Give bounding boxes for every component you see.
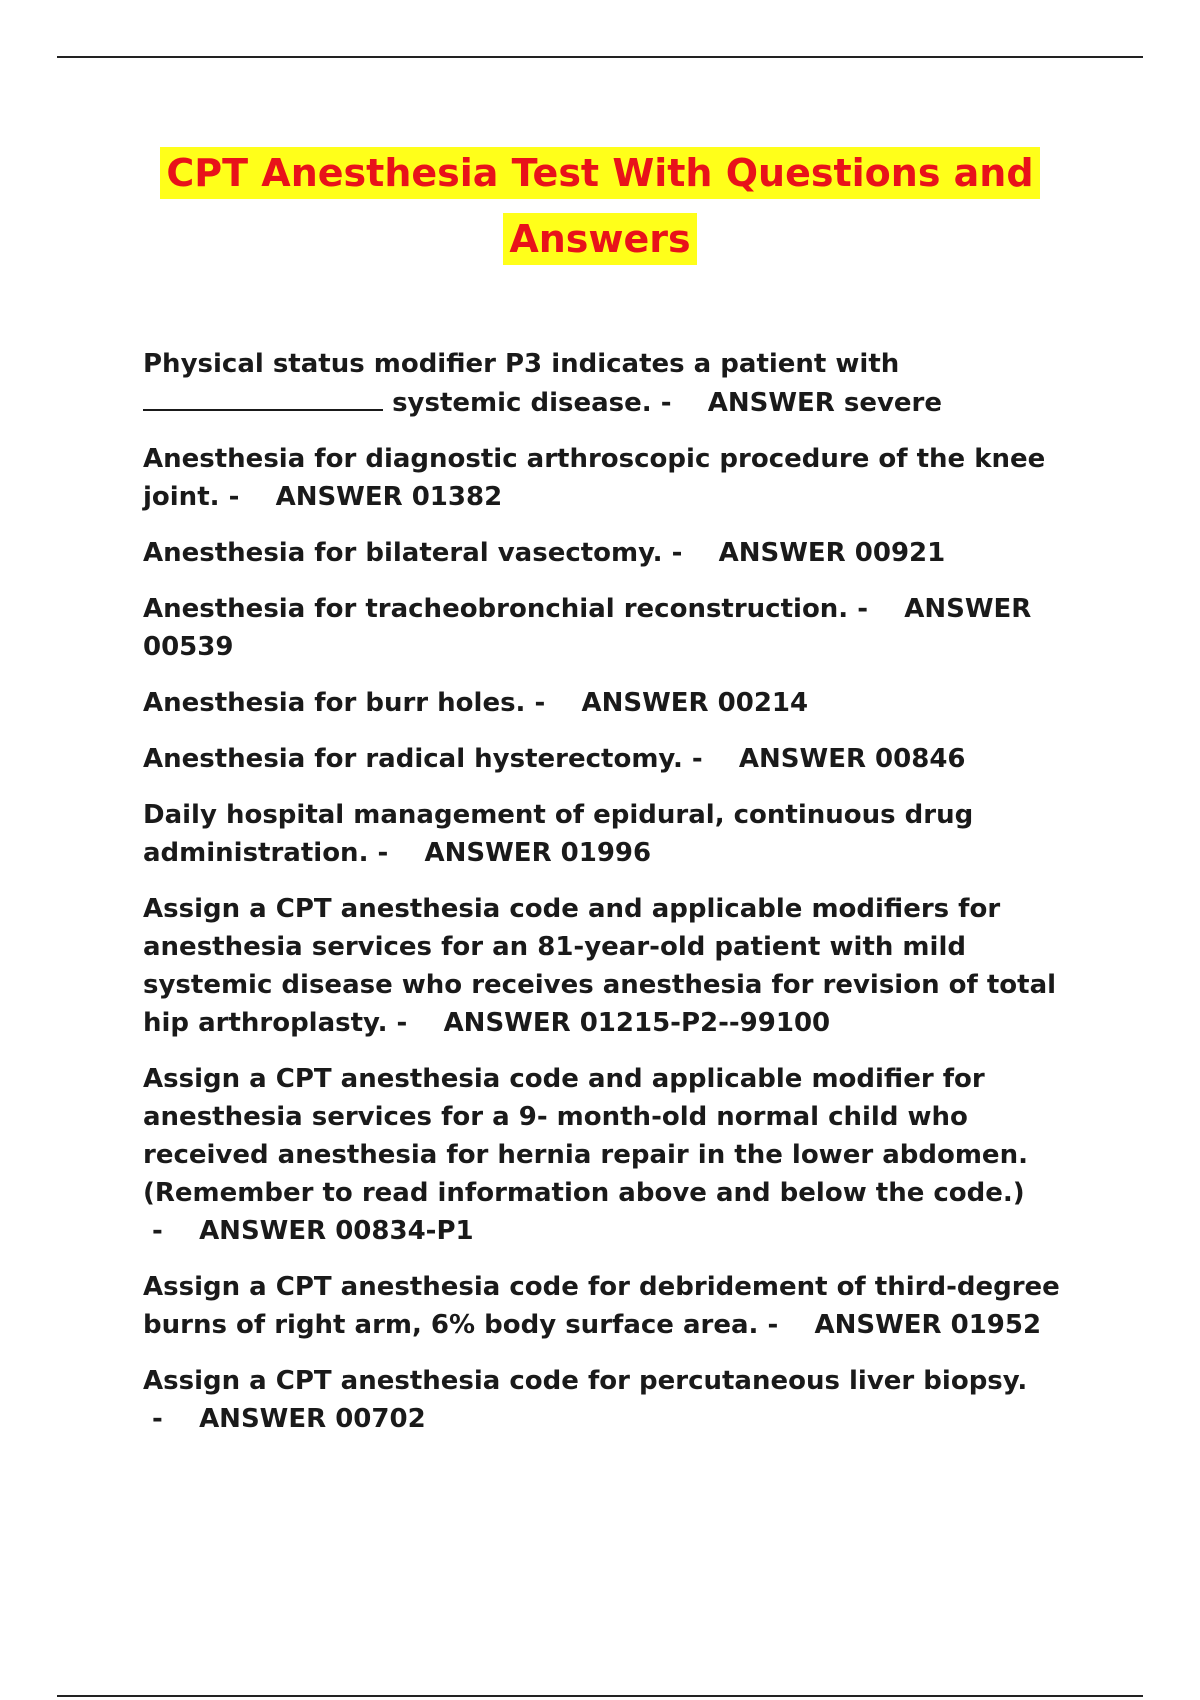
answer-value: 01996 bbox=[560, 838, 652, 868]
answer-value: 00846 bbox=[875, 744, 966, 774]
fill-in-blank bbox=[143, 383, 383, 411]
answer-label: ANSWER bbox=[424, 838, 552, 868]
title-block bbox=[0, 140, 1200, 272]
question-text: Assign a CPT anesthesia code for debridement of third-degree burns of right arm, 6% body surface area. bbox=[143, 1272, 1060, 1340]
qa-item: Anesthesia for radical hysterectomy. - ANSWER 00846 bbox=[143, 744, 966, 774]
qa-list bbox=[143, 345, 1093, 1456]
answer-value: 00921 bbox=[854, 538, 946, 568]
answer-value: 01952 bbox=[950, 1310, 1042, 1340]
qa-item: Daily hospital management of epidural, continuous drug administration. - ANSWER 01996 bbox=[143, 800, 974, 868]
answer-label: ANSWER bbox=[199, 1216, 327, 1246]
answer-label: ANSWER bbox=[707, 388, 835, 418]
question-text: Anesthesia for diagnostic arthroscopic procedure of the knee joint. bbox=[143, 444, 1046, 512]
answer-value: 00834-P1 bbox=[335, 1216, 474, 1246]
answer-value: severe bbox=[843, 388, 943, 418]
answer-value: 01382 bbox=[411, 482, 503, 512]
qa-item: Anesthesia for tracheobronchial reconstruction. - ANSWER 00539 bbox=[143, 594, 1032, 662]
answer-label: ANSWER bbox=[581, 688, 709, 718]
document-title-highlight: CPT Anesthesia Test With Questions and Answers bbox=[160, 147, 1039, 265]
answer-value: 00539 bbox=[143, 632, 234, 662]
bottom-rule bbox=[57, 1695, 1143, 1697]
question-text: Assign a CPT anesthesia code and applicable modifiers for anesthesia services for an 81-year-old patient with mild systemic disease who receives anesthesia for revision of total hip arthroplasty. bbox=[143, 894, 1057, 1038]
question-text: Anesthesia for burr holes. bbox=[143, 688, 526, 718]
qa-item: Physical status modifier P3 indicates a patient with systemic disease. - ANSWER severe bbox=[143, 349, 943, 418]
question-text: Daily hospital management of epidural, continuous drug administration. bbox=[143, 800, 974, 868]
question-text: Anesthesia for tracheobronchial reconstruction. bbox=[143, 594, 849, 624]
answer-label: ANSWER bbox=[814, 1310, 942, 1340]
answer-value: 00214 bbox=[717, 688, 809, 718]
question-text-continued: systemic disease. bbox=[392, 388, 652, 418]
answer-value: 01215-P2--99100 bbox=[579, 1008, 831, 1038]
question-text: Physical status modifier P3 indicates a patient with bbox=[143, 349, 900, 379]
question-text: Assign a CPT anesthesia code for percutaneous liver biopsy. bbox=[143, 1366, 1028, 1396]
qa-item: Assign a CPT anesthesia code and applicable modifier for anesthesia services for a 9- month-old normal child who received anesthesia for hernia repair in the lower abdomen. (Remember to read information above and below the code.) - ANSWER 00834-P1 bbox=[143, 1064, 1028, 1246]
answer-label: ANSWER bbox=[718, 538, 846, 568]
qa-item: Assign a CPT anesthesia code for percutaneous liver biopsy. - ANSWER 00702 bbox=[143, 1366, 1028, 1434]
qa-item: Anesthesia for burr holes. - ANSWER 00214 bbox=[143, 688, 809, 718]
question-text: Assign a CPT anesthesia code and applicable modifier for anesthesia services for a 9- month-old normal child who received anesthesia for hernia repair in the lower abdomen. (Remember to read information above and below the code.) bbox=[143, 1064, 1028, 1208]
answer-label: ANSWER bbox=[443, 1008, 571, 1038]
document-title bbox=[135, 140, 1065, 272]
answer-label: ANSWER bbox=[199, 1404, 327, 1434]
qa-item: Assign a CPT anesthesia code and applicable modifiers for anesthesia services for an 81-year-old patient with mild systemic disease who receives anesthesia for revision of total hip arthroplasty. - ANSWER 01215-P2--99100 bbox=[143, 894, 1057, 1038]
qa-item: Anesthesia for bilateral vasectomy. - ANSWER 00921 bbox=[143, 538, 946, 568]
answer-label: ANSWER bbox=[275, 482, 403, 512]
answer-value: 00702 bbox=[335, 1404, 426, 1434]
question-text: Anesthesia for radical hysterectomy. bbox=[143, 744, 683, 774]
answer-label: ANSWER bbox=[904, 594, 1032, 624]
qa-item: Assign a CPT anesthesia code for debridement of third-degree burns of right arm, 6% body surface area. - ANSWER 01952 bbox=[143, 1272, 1060, 1340]
qa-item: Anesthesia for diagnostic arthroscopic procedure of the knee joint. - ANSWER 01382 bbox=[143, 444, 1046, 512]
question-text: Anesthesia for bilateral vasectomy. bbox=[143, 538, 663, 568]
answer-label: ANSWER bbox=[738, 744, 866, 774]
top-rule bbox=[57, 56, 1143, 58]
